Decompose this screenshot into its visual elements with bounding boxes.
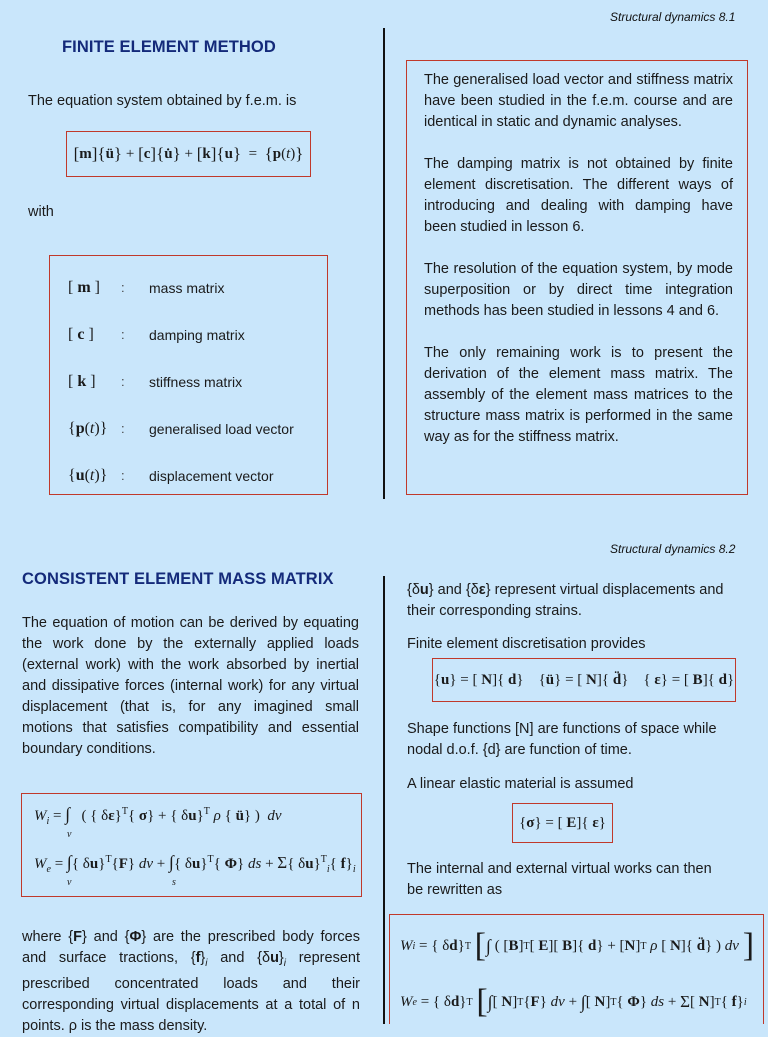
where-text-2: represent prescribed concentrated loads and their corresponding virtual displacements at a total of n points. ρ is the mass density. (22, 950, 360, 1034)
integral-limit: s (172, 877, 176, 888)
external-work-discretised: W e = { δ d } T [ ∫ [ N ] T { F } dv + ∫ [ N ] T { Φ } ds + Σ [ N ] T { f } i (400, 983, 747, 1020)
column-divider (383, 28, 385, 499)
legend-label: generalised load vector (149, 420, 294, 437)
column-divider (383, 576, 385, 1024)
discretised-work-box (389, 914, 764, 1024)
legend-colon: : (121, 374, 125, 389)
virtual-text: represent virtual displacements and their corresponding strains. (407, 582, 724, 619)
internal-work-equation: $W_i$ = ∫ ( { δε}$^T${ σ} + { δu}$^T$ ρ { ü} ) dv (34, 804, 282, 827)
note-paragraph: The resolution of the equation system, by mode superposition or by direct time integration methods has been studied in lessons 4 and 6. (424, 261, 733, 319)
slide-number: Structural dynamics 8.1 (610, 10, 736, 24)
notes-box (406, 60, 748, 495)
discretisation-equation-box: { u } = [ N ]{ d } { ü } = [ N ]{ d̈ } { ε } = [ B ]{ d } (432, 658, 736, 702)
integral-limit: v (67, 829, 72, 840)
legend-label: damping matrix (149, 326, 245, 343)
internal-work-discretised: W i = { δ d } T [ ∫ ( [ B ] T [ E ][ B ]{ d } + [ N ] T ρ [ N ]{ d̈ } ) dv ] (400, 927, 755, 964)
legend-colon: : (121, 468, 125, 483)
virtual-work-box (21, 793, 362, 897)
legend-row (68, 452, 294, 499)
note-paragraph: The damping matrix is not obtained by finite element discretisation. The different ways of introducing and dealing with damping have been studied in lesson 6. (424, 156, 733, 235)
slide-number: Structural dynamics 8.2 (610, 542, 736, 556)
constitutive-equation-box: { σ } = [ E ]{ ε } (512, 803, 613, 843)
legend-row (68, 405, 294, 452)
and-word: and (220, 950, 245, 966)
note-paragraph: The generalised load vector and stiffness matrix have been studied in the f.e.m. course and are identical in static and dynamic analyses. (424, 72, 733, 130)
rewrite-text: The internal and external virtual works can then be rewritten as (407, 861, 712, 898)
slide-title: FINITE ELEMENT METHOD (62, 38, 276, 56)
intro-text: The equation system obtained by f.e.m. is (28, 93, 297, 109)
equation-of-motion-box: [ m ] { ü } + [ c ] { u̇ } + [ k ] { u } = { p ( t ) } (66, 131, 311, 177)
legend-row (68, 358, 294, 405)
legend-symbol: [ c ] (68, 325, 94, 343)
legend-colon: : (121, 280, 125, 295)
legend-symbol: [ m ] (68, 278, 100, 296)
fe-discretisation-text: Finite element discretisation provides (407, 636, 646, 652)
legend-label: displacement vector (149, 467, 274, 484)
legend-row (68, 311, 294, 358)
virtual-displacement-text: {δu} and {δε} represent virtual displacements and their corresponding strains. (407, 582, 724, 619)
legend-symbol: {p(t)} (68, 419, 108, 437)
where-text: are the prescribed body forces and surface tractions, (22, 929, 360, 966)
legend-row (68, 264, 294, 311)
legend-symbol: [ k ] (68, 372, 96, 390)
legend-symbol: {u(t)} (68, 466, 108, 484)
legend-label: mass matrix (149, 279, 225, 296)
legend-colon: : (121, 327, 125, 342)
linear-elastic-text: A linear elastic material is assumed (407, 776, 634, 792)
slide-title: CONSISTENT ELEMENT MASS MATRIX (22, 570, 334, 588)
legend-label: stiffness matrix (149, 373, 243, 390)
note-paragraph: The only remaining work is to present the derivation of the element mass matrix. The assembly of the element mass matrices to the structure mass matrix is performed in the same way as for the stiffness matrix. (424, 345, 733, 445)
where-paragraph: where {F} and {Φ} are the prescribed body forces and surface tractions, $\{f\}_i$ and $\{\delta u\}_i$ represent prescribed concentrated loads and their corresponding virtual displacements at a total of n points. ρ is the mass density. (22, 929, 360, 1034)
legend-colon: : (121, 421, 125, 436)
shape-functions-text: Shape functions [N] are functions of space while nodal d.o.f. {d} are function of time. (407, 721, 717, 758)
with-label: with (28, 204, 54, 220)
external-work-equation: $W_e$ = ∫{ δu}$^T${F} dv + ∫{ δu}$^T${ Φ} ds + Σ{ δu}$^T_i${ $f\}_i$ (34, 852, 356, 875)
intro-paragraph: The equation of motion can be derived by equating the work done by the externally applied loads (external work) with the work absorbed by inertial and dissipative forces (internal work) for any virtual displacement (that is, for any imagined small motions that satisfies compatibility and essential boundary conditions. (22, 615, 359, 757)
integral-limit: v (67, 877, 72, 888)
matrix-legend-box (49, 255, 328, 495)
